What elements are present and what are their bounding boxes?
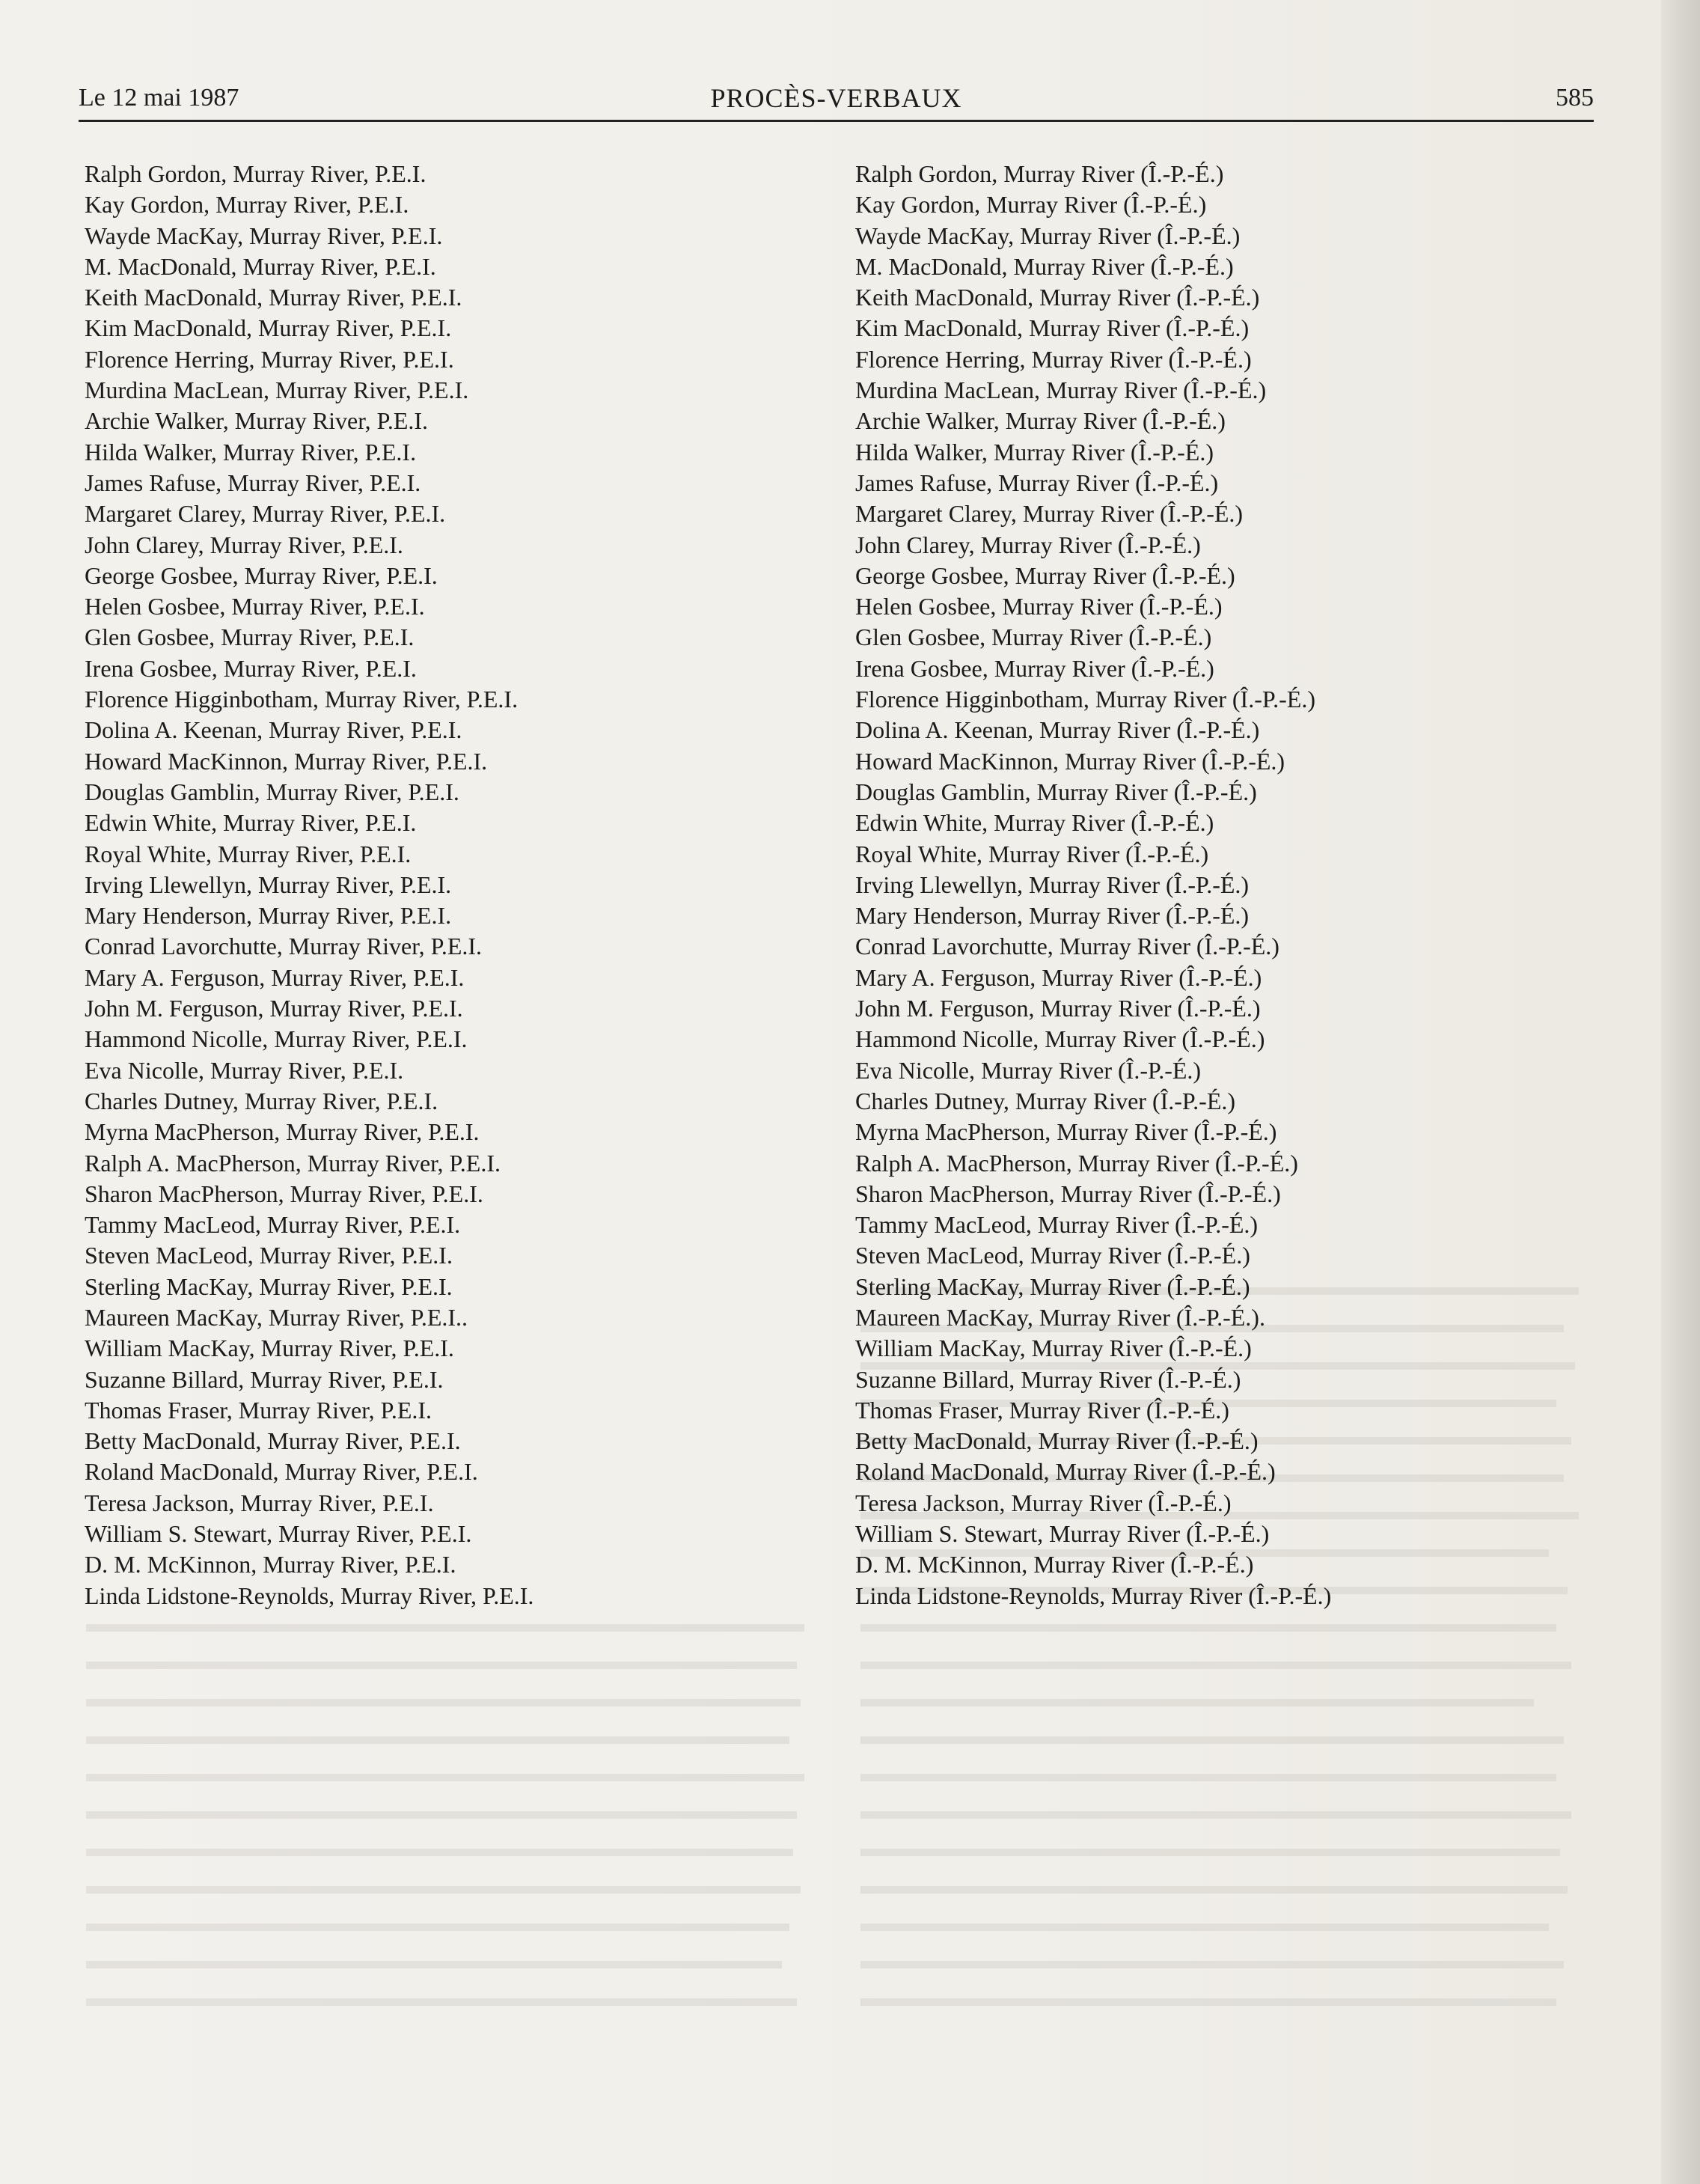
list-item: Archie Walker, Murray River, P.E.I. (85, 407, 429, 435)
list-item: William MacKay, Murray River, P.E.I. (85, 1335, 454, 1362)
list-item: Kay Gordon, Murray River (Î.-P.-É.) (855, 191, 1207, 219)
list-item: Irena Gosbee, Murray River, P.E.I. (85, 654, 417, 682)
list-item: Wayde MacKay, Murray River, P.E.I. (85, 222, 443, 249)
list-item: Sharon MacPherson, Murray River, P.E.I. (85, 1180, 483, 1207)
list-item: Hammond Nicolle, Murray River (Î.-P.-É.) (855, 1025, 1265, 1053)
list-item: Hilda Walker, Murray River, P.E.I. (85, 438, 417, 466)
list-item: Tammy MacLeod, Murray River (Î.-P.-É.) (855, 1211, 1259, 1239)
list-item: M. MacDonald, Murray River, P.E.I. (85, 252, 436, 280)
list-item: Florence Herring, Murray River, P.E.I. (85, 345, 454, 373)
list-item: Margaret Clarey, Murray River, P.E.I. (85, 500, 446, 528)
list-item: Ralph A. MacPherson, Murray River, P.E.I. (85, 1149, 501, 1177)
list-item: Irving Llewellyn, Murray River, P.E.I. (85, 870, 452, 898)
list-item: Kim MacDonald, Murray River (Î.-P.-É.) (855, 314, 1250, 342)
list-item: Helen Gosbee, Murray River (Î.-P.-É.) (855, 593, 1223, 620)
list-item: Florence Higginbotham, Murray River, P.E.I. (85, 686, 519, 713)
list-item: Keith MacDonald, Murray River, P.E.I. (85, 284, 462, 311)
list-item: Glen Gosbee, Murray River, P.E.I. (85, 623, 415, 651)
list-item: Edwin White, Murray River (Î.-P.-É.) (855, 809, 1214, 837)
list-item: D. M. McKinnon, Murray River, P.E.I. (85, 1551, 456, 1578)
list-item: Ralph Gordon, Murray River, P.E.I. (85, 160, 426, 187)
list-item: Hilda Walker, Murray River (Î.-P.-É.) (855, 438, 1214, 466)
list-item: Ralph A. MacPherson, Murray River (Î.-P.-É.) (855, 1149, 1298, 1177)
list-item: Teresa Jackson, Murray River, P.E.I. (85, 1489, 434, 1516)
page-header (79, 81, 1594, 122)
list-item: Douglas Gamblin, Murray River (Î.-P.-É.) (855, 778, 1257, 805)
french-names-column (855, 159, 1603, 1611)
list-item: Steven MacLeod, Murray River (Î.-P.-É.) (855, 1242, 1250, 1269)
list-item: Sharon MacPherson, Murray River (Î.-P.-É.) (855, 1180, 1281, 1207)
list-item: Murdina MacLean, Murray River (Î.-P.-É.) (855, 376, 1267, 404)
list-item: D. M. McKinnon, Murray River (Î.-P.-É.) (855, 1551, 1254, 1578)
list-item: Wayde MacKay, Murray River (Î.-P.-É.) (855, 222, 1241, 249)
list-item: Roland MacDonald, Murray River (Î.-P.-É.) (855, 1458, 1276, 1486)
list-item: Dolina A. Keenan, Murray River, P.E.I. (85, 716, 462, 744)
list-item: Linda Lidstone-Reynolds, Murray River, P.E.I. (85, 1581, 534, 1609)
list-item: Edwin White, Murray River, P.E.I. (85, 809, 417, 837)
list-item: William MacKay, Murray River (Î.-P.-É.) (855, 1335, 1252, 1362)
list-item: Conrad Lavorchutte, Murray River, P.E.I. (85, 933, 483, 960)
list-item: Archie Walker, Murray River (Î.-P.-É.) (855, 407, 1226, 435)
list-item: Margaret Clarey, Murray River (Î.-P.-É.) (855, 500, 1244, 528)
list-item: Eva Nicolle, Murray River (Î.-P.-É.) (855, 1056, 1202, 1084)
list-item: John M. Ferguson, Murray River, P.E.I. (85, 995, 463, 1022)
list-item: Charles Dutney, Murray River, P.E.I. (85, 1087, 438, 1114)
list-item: Suzanne Billard, Murray River, P.E.I. (85, 1365, 444, 1393)
list-item: Royal White, Murray River, P.E.I. (85, 840, 412, 867)
list-item: Teresa Jackson, Murray River (Î.-P.-É.) (855, 1489, 1232, 1516)
list-item: Keith MacDonald, Murray River (Î.-P.-É.) (855, 284, 1260, 311)
list-item: Florence Herring, Murray River (Î.-P.-É.) (855, 345, 1252, 373)
list-item: William S. Stewart, Murray River, P.E.I. (85, 1520, 472, 1548)
list-item: Helen Gosbee, Murray River, P.E.I. (85, 593, 425, 620)
english-names-column (85, 159, 833, 1611)
list-item: Ralph Gordon, Murray River (Î.-P.-É.) (855, 160, 1224, 187)
list-item: Irving Llewellyn, Murray River (Î.-P.-É.) (855, 870, 1250, 898)
list-item: George Gosbee, Murray River, P.E.I. (85, 561, 438, 589)
list-item: Mary Henderson, Murray River, P.E.I. (85, 902, 452, 930)
list-item: Mary Henderson, Murray River (Î.-P.-É.) (855, 902, 1250, 930)
list-item: Sterling MacKay, Murray River, P.E.I. (85, 1272, 453, 1300)
list-item: Steven MacLeod, Murray River, P.E.I. (85, 1242, 453, 1269)
list-item: Charles Dutney, Murray River (Î.-P.-É.) (855, 1087, 1236, 1114)
list-item: Betty MacDonald, Murray River, P.E.I. (85, 1427, 461, 1455)
list-item: James Rafuse, Murray River, P.E.I. (85, 469, 421, 496)
list-item: Thomas Fraser, Murray River, P.E.I. (85, 1396, 432, 1424)
list-item: Douglas Gamblin, Murray River, P.E.I. (85, 778, 459, 805)
list-item: Eva Nicolle, Murray River, P.E.I. (85, 1056, 404, 1084)
list-item: Dolina A. Keenan, Murray River (Î.-P.-É.) (855, 716, 1260, 744)
list-item: John Clarey, Murray River (Î.-P.-É.) (855, 531, 1201, 558)
list-item: John M. Ferguson, Murray River (Î.-P.-É.) (855, 995, 1261, 1022)
list-item: Irena Gosbee, Murray River (Î.-P.-É.) (855, 654, 1214, 682)
list-item: Maureen MacKay, Murray River, P.E.I.. (85, 1303, 468, 1331)
list-item: Mary A. Ferguson, Murray River (Î.-P.-É.) (855, 963, 1262, 991)
list-item: Maureen MacKay, Murray River (Î.-P.-É.). (855, 1303, 1265, 1331)
list-item: M. MacDonald, Murray River (Î.-P.-É.) (855, 252, 1234, 280)
list-item: Kay Gordon, Murray River, P.E.I. (85, 191, 409, 219)
list-item: Linda Lidstone-Reynolds, Murray River (Î.-P.-É.) (855, 1581, 1332, 1609)
list-item: Kim MacDonald, Murray River, P.E.I. (85, 314, 452, 342)
list-item: Hammond Nicolle, Murray River, P.E.I. (85, 1025, 468, 1053)
list-item: Thomas Fraser, Murray River (Î.-P.-É.) (855, 1396, 1229, 1424)
list-item: Betty MacDonald, Murray River (Î.-P.-É.) (855, 1427, 1259, 1455)
list-item: Roland MacDonald, Murray River, P.E.I. (85, 1458, 478, 1486)
list-item: Murdina MacLean, Murray River, P.E.I. (85, 376, 469, 404)
list-item: Myrna MacPherson, Murray River (Î.-P.-É.) (855, 1118, 1277, 1146)
page-binding-edge (1661, 0, 1700, 2184)
list-item: Conrad Lavorchutte, Murray River (Î.-P.-É.) (855, 933, 1279, 960)
list-item: Sterling MacKay, Murray River (Î.-P.-É.) (855, 1272, 1250, 1300)
list-item: Glen Gosbee, Murray River (Î.-P.-É.) (855, 623, 1212, 651)
page-number: 585 (1556, 84, 1594, 112)
list-item: Florence Higginbotham, Murray River (Î.-P.-É.) (855, 686, 1315, 713)
list-item: Howard MacKinnon, Murray River (Î.-P.-É.) (855, 747, 1285, 775)
list-item: Royal White, Murray River (Î.-P.-É.) (855, 840, 1209, 867)
list-item: Mary A. Ferguson, Murray River, P.E.I. (85, 963, 465, 991)
header-title: PROCÈS-VERBAUX (710, 83, 962, 113)
list-item: Howard MacKinnon, Murray River, P.E.I. (85, 747, 488, 775)
list-item: Suzanne Billard, Murray River (Î.-P.-É.) (855, 1365, 1241, 1393)
list-item: John Clarey, Murray River, P.E.I. (85, 531, 403, 558)
list-item: William S. Stewart, Murray River (Î.-P.-É.) (855, 1520, 1270, 1548)
list-item: George Gosbee, Murray River (Î.-P.-É.) (855, 561, 1235, 589)
list-item: Myrna MacPherson, Murray River, P.E.I. (85, 1118, 480, 1146)
list-item: James Rafuse, Murray River (Î.-P.-É.) (855, 469, 1219, 496)
header-date: Le 12 mai 1987 (79, 84, 239, 112)
list-item: Tammy MacLeod, Murray River, P.E.I. (85, 1211, 461, 1239)
